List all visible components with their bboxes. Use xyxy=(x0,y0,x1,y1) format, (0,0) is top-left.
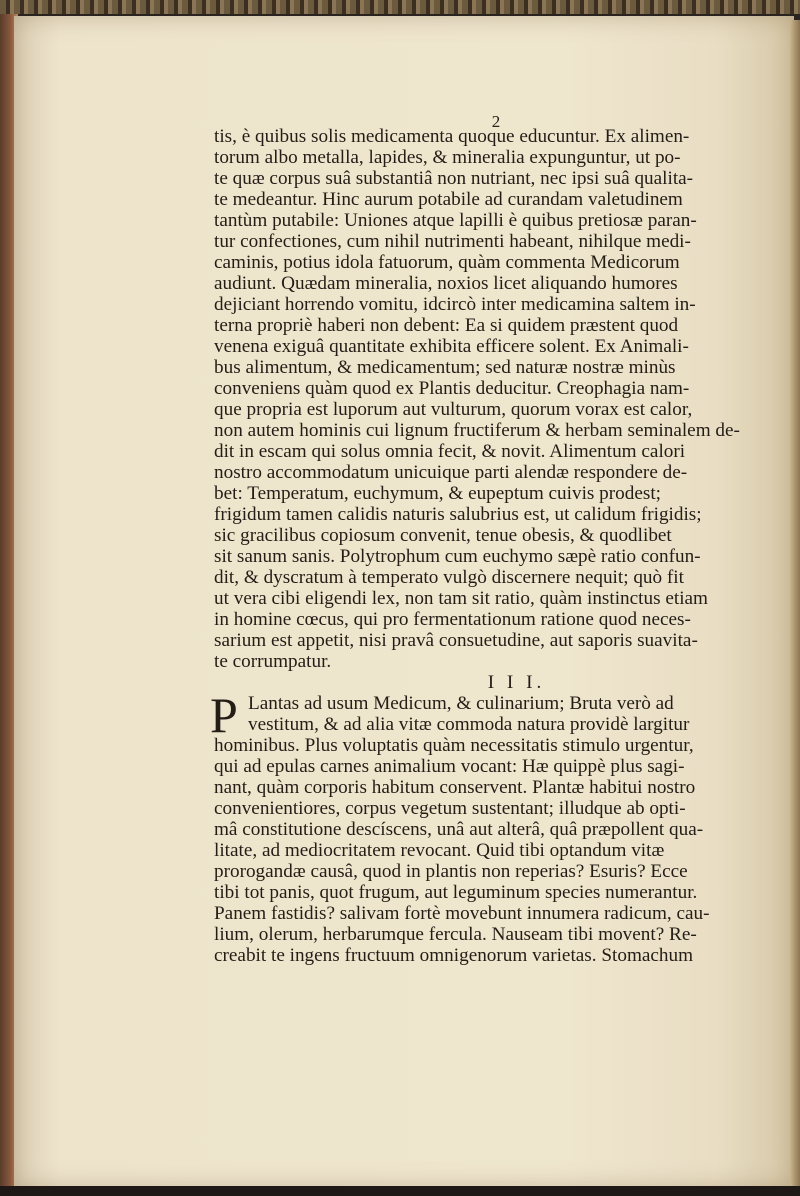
text-line: Lantas ad usum Medicum, & culinarium; Bruta verò ad xyxy=(248,693,674,714)
text-line: convenientiores, corpus vegetum sustentant; illudque ab opti- xyxy=(214,798,686,819)
text-line: venena exiguâ quantitate exhibita efficere solent. Ex Animali- xyxy=(214,336,689,357)
text-line: Panem fastidis? salivam fortè movebunt innumera radicum, cau- xyxy=(214,903,710,924)
text-line: hominibus. Plus voluptatis quàm necessitatis stimulo urgentur, xyxy=(214,735,694,756)
text-line: qui ad epulas carnes animalium vocant: Hæ quippè plus sagi- xyxy=(214,756,685,777)
text-line: tibi tot panis, quot frugum, aut leguminum species numerantur. xyxy=(214,882,698,903)
text-line: sit sanum sanis. Polytrophum cum euchymo sæpè ratio confun- xyxy=(214,546,701,567)
text-line: tur confectiones, cum nihil nutrimenti habeant, nihilque medi- xyxy=(214,231,691,252)
text-line: que propria est luporum aut vulturum, quorum vorax est calor, xyxy=(214,399,693,420)
text-line: dit in escam qui solus omnia fecit, & novit. Alimentum calori xyxy=(214,441,686,462)
text-line: ut vera cibi eligendi lex, non tam sit ratio, quàm instinctus etiam xyxy=(214,588,708,609)
book-bottom-edge xyxy=(0,1186,800,1196)
paragraph-1 xyxy=(214,126,759,672)
drop-cap: P xyxy=(210,687,238,743)
text-line: non autem hominis cui lignum fructiferum & herbam seminalem de- xyxy=(214,420,740,441)
text-line: te corrumpatur. xyxy=(214,651,332,672)
text-line: nant, quàm corporis habitum conservent. Plantæ habitui nostro xyxy=(214,777,696,798)
text-line: vestitum, & ad alia vitæ commoda natura providè largitur xyxy=(248,714,690,735)
text-line: dejiciant horrendo vomitu, idcircò inter medicamina saltem in- xyxy=(214,294,696,315)
text-line: creabit te ingens fructuum omnigenorum varietas. Stomachum xyxy=(214,945,694,966)
text-line: litate, ad mediocritatem revocant. Quid tibi optandum vitæ xyxy=(214,840,665,861)
text-line: bet: Temperatum, euchymum, & eupeptum cuivis prodest; xyxy=(214,483,661,504)
text-line: prorogandæ causâ, quod in plantis non reperias? Esuris? Ecce xyxy=(214,861,688,882)
text-line: torum albo metalla, lapides, & mineralia expunguntur, ut po- xyxy=(214,147,681,168)
text-line: tis, è quibus solis medicamenta quoque educuntur. Ex alimen- xyxy=(214,126,690,147)
text-line: audiunt. Quædam mineralia, noxios licet aliquando humores xyxy=(214,273,678,294)
text-line: dit, & dyscratum à temperato vulgò discernere nequit; quò fit xyxy=(214,567,684,588)
text-line: mâ constitutione descíscens, unâ aut alterâ, quâ præpollent qua- xyxy=(214,819,704,840)
text-line: caminis, potius idola fatuorum, quàm commenta Medicorum xyxy=(214,252,680,273)
text-line: te medeantur. Hinc aurum potabile ad curandam valetudinem xyxy=(214,189,683,210)
text-line: tantùm putabile: Uniones atque lapilli è quibus pretiosæ paran- xyxy=(214,210,697,231)
section-heading: I I I. xyxy=(487,672,546,693)
text-line: frigidum tamen calidis naturis salubrius est, ut calidum frigidis; xyxy=(214,504,702,525)
paragraph-2 xyxy=(210,687,759,966)
book-top-edge xyxy=(0,0,800,14)
text-line: in homine cœcus, qui pro fermentationum ratione quod neces- xyxy=(214,609,691,630)
page-text xyxy=(210,126,759,966)
text-line: sarium est appetit, nisi pravâ consuetudine, aut saporis suavita- xyxy=(214,630,698,651)
text-line: conveniens quàm quod ex Plantis deducitur. Creophagia nam- xyxy=(214,378,690,399)
text-line: lium, olerum, herbarumque fercula. Nauseam tibi movent? Re- xyxy=(214,924,697,945)
text-line: terna propriè haberi non debent: Ea si quidem præstent quod xyxy=(214,315,679,336)
page-number: 2 xyxy=(491,112,501,131)
page-right-edge xyxy=(790,20,800,1190)
text-line: te quæ corpus suâ substantiâ non nutriant, nec ipsi suâ qualita- xyxy=(214,168,694,189)
text-line: bus alimentum, & medicamentum; sed naturæ nostræ minùs xyxy=(214,357,676,378)
text-line: nostro accommodatum unicuique parti alendæ respondere de- xyxy=(214,462,688,483)
text-line: sic gracilibus copiosum convenit, tenue obesis, & quodlibet xyxy=(214,525,672,546)
